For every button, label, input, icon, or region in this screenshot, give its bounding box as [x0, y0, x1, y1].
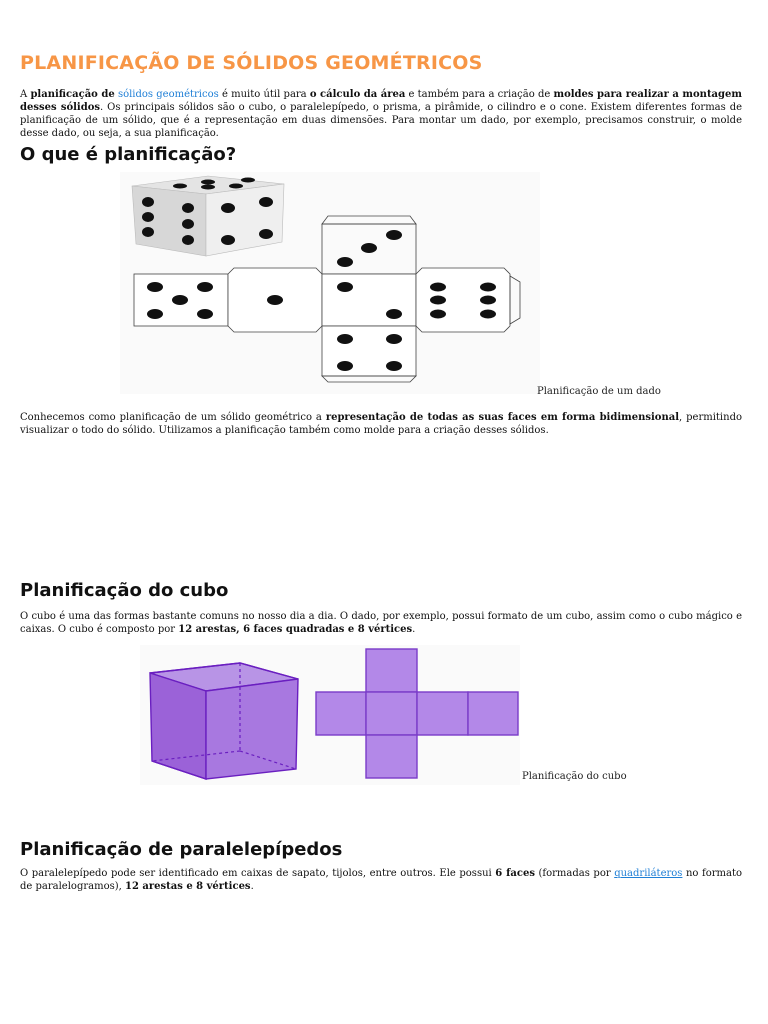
heading-planificacao-cubo: Planificação do cubo — [20, 580, 229, 601]
section3-text: no formato de paralelogramos), — [20, 868, 742, 892]
link-quadrilateros[interactable]: quadriláteros — [614, 868, 683, 879]
section3-paragraph — [20, 867, 742, 893]
section1-text: , permitindo visualizar o todo do sólido. Utilizamos a planificação também como molde para a criação desses sólidos. — [20, 412, 742, 436]
intro-text: . Os principais sólidos são o cubo, o paralelepípedo, o prisma, a pirâmide, o cilindro e o cone. Existem diferentes formas de planificação de um sólido, que é a representação em duas dimensões. Para montar um dado, por exemplo, precisamos construir, o molde desse dado, ou seja, a sua planificação. — [20, 102, 743, 139]
intro-text: A — [20, 89, 31, 100]
cube-3d-illustration — [150, 663, 298, 779]
section3-text: (formadas por — [534, 868, 615, 879]
section1-text: Conhecemos como planificação de um sólido geométrico a — [20, 412, 326, 423]
dice-net-figure — [120, 172, 540, 394]
section2-text: . — [412, 624, 416, 635]
intro-bold-planificacao: planificação de — [30, 89, 115, 100]
section1-paragraph — [20, 411, 742, 437]
cube-net-figure — [140, 645, 520, 785]
die-3d-illustration — [132, 176, 284, 256]
heading-o-que-e-planificacao: O que é planificação? — [20, 144, 237, 165]
link-solidos-geometricos[interactable]: sólidos geométricos — [117, 89, 219, 100]
section3-bold: 12 arestas e 8 vértices — [124, 881, 251, 892]
intro-text: é muito útil para — [218, 89, 310, 100]
intro-bold-calculo-area: o cálculo da área — [309, 89, 406, 100]
section3-text: . — [250, 881, 254, 892]
section2-text: O cubo é uma das formas bastante comuns no nosso dia a dia. O dado, por exemplo, possui formato de um cubo, assim como o cubo mágico e caixas. O cubo é composto por — [20, 611, 742, 635]
caption-dice-net: Planificação de um dado — [537, 386, 661, 397]
section2-bold: 12 arestas, 6 faces quadradas e 8 vértices — [178, 624, 413, 635]
section2-paragraph — [20, 610, 742, 636]
page-title: PLANIFICAÇÃO DE SÓLIDOS GEOMÉTRICOS — [20, 52, 483, 74]
section3-text: O paralelepípedo pode ser identificado em caixas de sapato, tijolos, entre outros. Ele possui — [20, 868, 496, 879]
caption-cube-net: Planificação do cubo — [522, 771, 627, 782]
section1-bold: representação de todas as suas faces em forma bidimensional — [325, 412, 680, 423]
section3-bold: 6 faces — [495, 868, 535, 879]
heading-planificacao-paralelepipedos: Planificação de paralelepípedos — [20, 839, 343, 860]
intro-paragraph — [20, 88, 742, 140]
intro-bold-moldes: moldes para realizar a montagem desses sólidos — [20, 89, 742, 113]
intro-text: e também para a criação de — [405, 89, 554, 100]
